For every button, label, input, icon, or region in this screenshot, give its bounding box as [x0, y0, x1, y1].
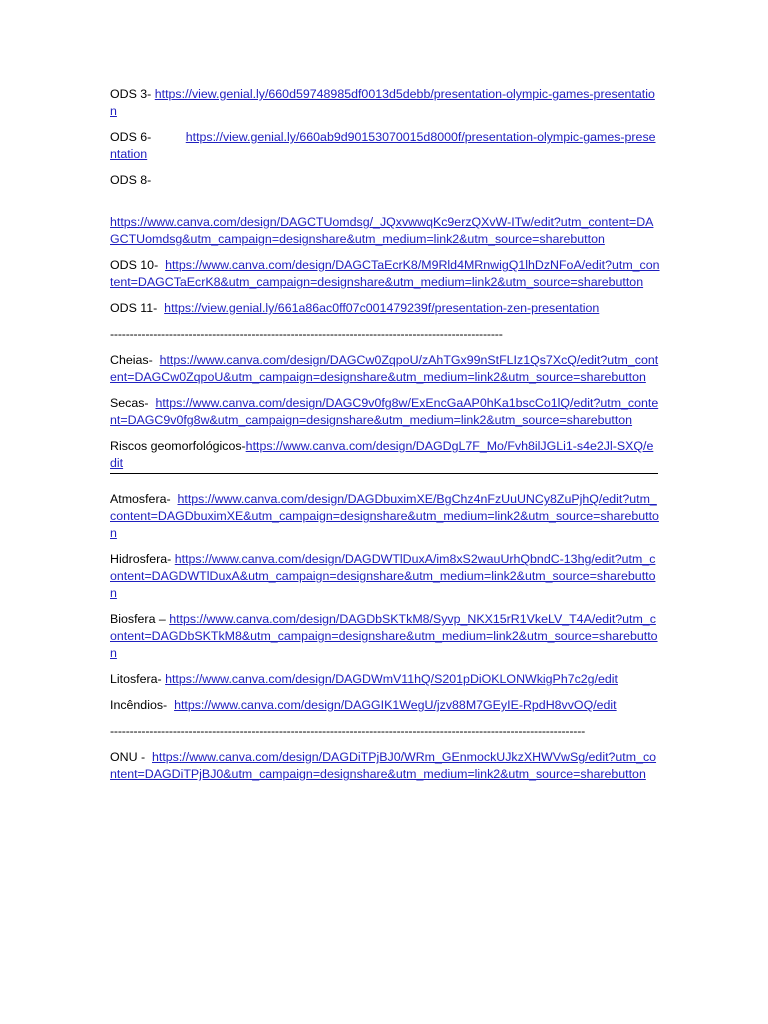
entry-link[interactable]: https://www.canva.com/design/DAGDbSKTkM8/Syvp_NKX15rR1VkeLV_T4A/edit?utm_content=DAGDbSKTkM8&utm_campaign=designshare&utm_medium=link2&utm_source=sharebutton [110, 612, 658, 660]
entry-link[interactable]: https://www.canva.com/design/DAGCw0ZqpoU/zAhTGx99nStFLIz1Qs7XcQ/edit?utm_content=DAGCw0ZqpoU&utm_campaign=designshare&utm_medium=link2&utm_source=sharebutton [110, 353, 659, 384]
entry-label: ODS 10- [110, 258, 166, 272]
entry-label: Litosfera- [110, 672, 166, 686]
document-page [110, 86, 660, 792]
separator-line: ---------------------------------------------------------------------------------------------------- [110, 327, 503, 341]
entry-label: Incêndios- [110, 698, 175, 712]
entry-incendios [110, 697, 660, 714]
entry-label: ONU - [110, 750, 152, 764]
entry-link[interactable]: https://www.canva.com/design/DAGGIK1WegU/jzv88M7GEyIE-RpdH8vvOQ/edit [174, 698, 617, 712]
entry-link[interactable]: https://view.genial.ly/660ab9d90153070015d8000f/presentation-olympic-games-presentation [110, 130, 656, 161]
entry-label: Cheias- [110, 353, 160, 367]
entry-link[interactable]: https://view.genial.ly/661a86ac0ff07c001479239f/presentation-zen-presentation [164, 301, 600, 315]
entry-label: Secas- [110, 396, 156, 410]
entry-label: ODS 3- [110, 87, 155, 101]
entry-link[interactable]: https://view.genial.ly/660d59748985df0013d5debb/presentation-olympic-games-presentation [110, 87, 655, 118]
entry-link[interactable]: https://www.canva.com/design/DAGCTUomdsg/_JQxvwwqKc9erzQXvW-ITw/edit?utm_content=DAGCTUomdsg&utm_campaign=designshare&utm_medium=link2&utm_source=sharebutton [110, 215, 654, 246]
entry-ods-3 [110, 86, 660, 120]
entry-link[interactable]: https://www.canva.com/design/DAGCTaEcrK8/M9Rld4MRnwigQ1lhDzNFoA/edit?utm_content=DAGCTaEcrK8&utm_campaign=designshare&utm_medium=link2&utm_source=sharebutton [110, 258, 660, 289]
entry-label: Riscos geomorfológicos- [110, 439, 246, 453]
entry-onu [110, 749, 660, 783]
entry-label: ODS 8- [110, 173, 152, 187]
entry-label: Biosfera – [110, 612, 170, 626]
entry-biosfera [110, 611, 660, 662]
entry-ods-8 [110, 172, 660, 189]
entry-riscos-geomorfologicos [110, 438, 660, 472]
entry-link[interactable]: https://www.canva.com/design/DAGDbuximXE/BgChz4nFzUuUNCy8ZuPjhQ/edit?utm_content=DAGDbuximXE&utm_campaign=designshare&utm_medium=link2&utm_source=sharebutton [110, 492, 659, 540]
entry-cheias [110, 352, 660, 386]
entry-ods-10 [110, 257, 660, 291]
entry-label: Atmosfera- [110, 492, 178, 506]
entry-label: Hidrosfera- [110, 552, 175, 566]
entry-link[interactable]: https://www.canva.com/design/DAGDgL7F_Mo/Fvh8ilJGLi1-s4e2Jl-SXQ/edit [110, 439, 654, 470]
entry-label: ODS 11- [110, 301, 165, 315]
entry-ods-11 [110, 300, 660, 317]
entry-hidrosfera [110, 551, 660, 602]
entry-ods-6 [110, 129, 660, 163]
entry-label: ODS 6- [110, 130, 186, 144]
blank-line [110, 198, 660, 214]
horizontal-rule [110, 473, 658, 474]
entry-atmosfera [110, 491, 660, 542]
entry-link[interactable]: https://www.canva.com/design/DAGC9v0fg8w/ExEncGaAP0hKa1bscCo1lQ/edit?utm_content=DAGC9v0fg8w&utm_campaign=designshare&utm_medium=link2&utm_source=sharebutton [110, 396, 659, 427]
entry-link[interactable]: https://www.canva.com/design/DAGDWTlDuxA/im8xS2wauUrhQbndC-13hg/edit?utm_content=DAGDWTlDuxA&utm_campaign=designshare&utm_medium=link2&utm_source=sharebutton [110, 552, 656, 600]
entry-link[interactable]: https://www.canva.com/design/DAGDWmV11hQ/S201pDiOKLONWkigPh7c2g/edit [165, 672, 618, 686]
entry-link[interactable]: https://www.canva.com/design/DAGDiTPjBJ0/WRm_GEnmockUJkzXHWVwSg/edit?utm_content=DAGDiTPjBJ0&utm_campaign=designshare&utm_medium=link2&utm_source=sharebutton [110, 750, 657, 781]
separator-line: ------------------------------------------------------------------------------------------------------------------------- [110, 724, 586, 738]
entry-ods-8-link [110, 214, 660, 248]
entry-litosfera [110, 671, 660, 688]
entry-secas [110, 395, 660, 429]
